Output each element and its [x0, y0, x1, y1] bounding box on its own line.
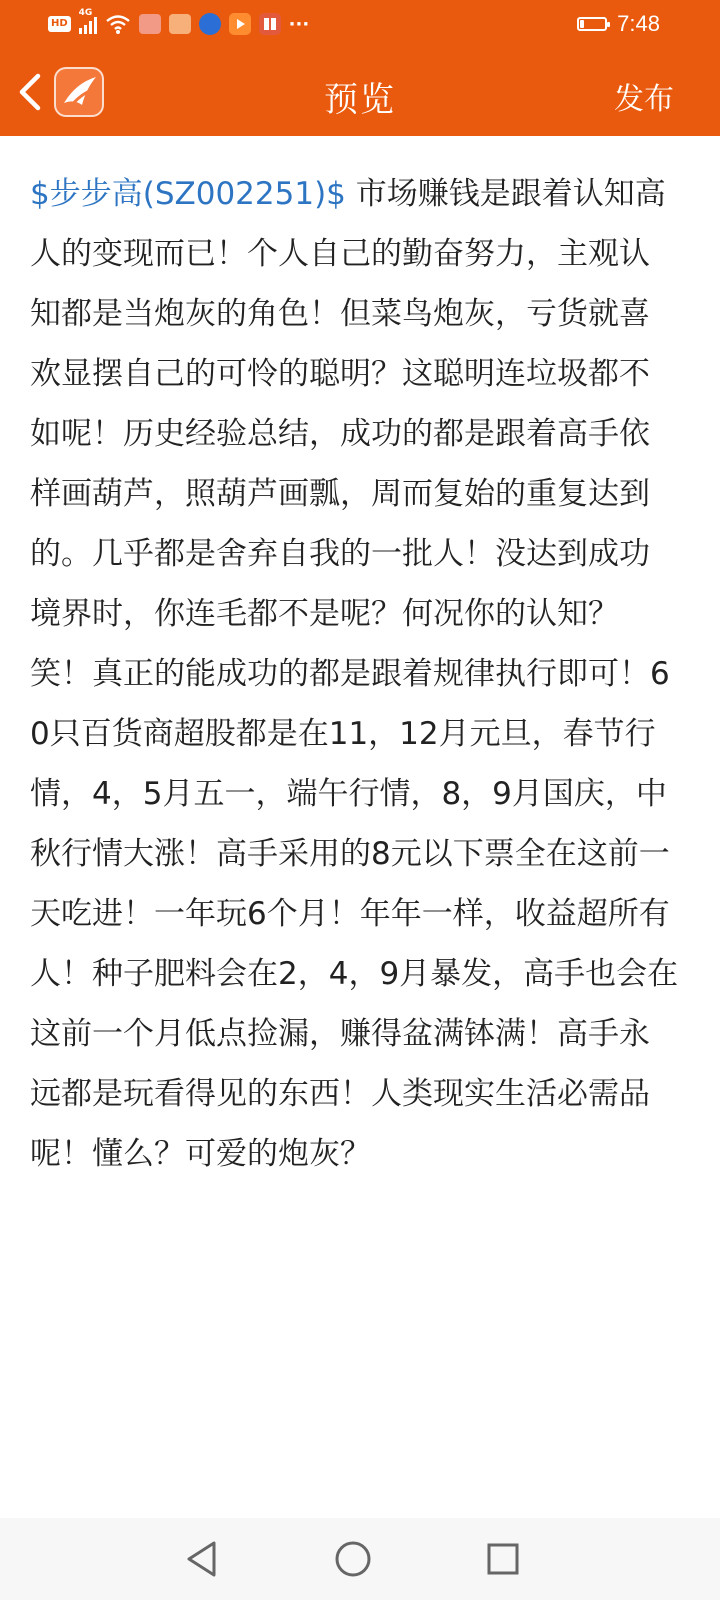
more-notifications-icon: ···	[288, 13, 310, 35]
reader-app-icon	[259, 13, 281, 35]
status-bar	[0, 0, 720, 48]
nav-recents-square-icon	[478, 1534, 528, 1584]
wifi-icon	[105, 13, 131, 35]
nav-recents-key[interactable]	[478, 1534, 528, 1584]
status-icons-left	[48, 8, 310, 36]
nav-home-circle-icon	[328, 1534, 378, 1584]
signal-icon	[78, 8, 97, 34]
nav-back-triangle-icon	[178, 1534, 228, 1584]
post-preview-content	[30, 164, 680, 1184]
battery-icon	[577, 17, 607, 31]
post-body-text: 市场赚钱是跟着认知高人的变现而已！个人自己的勤奋努力，主观认知都是当炮灰的角色！但菜鸟炮灰，亏货就喜欢显摆自己的可怜的聪明？这聪明连垃圾都不如呢！历史经验总结，成功的都是跟着高手依样画葫芦，照葫芦画瓢，周而复始的重复达到的。几乎都是舍弃自我的一批人！没达到成功境界时，你连毛都不是呢？何况你的认知？笑！真正的能成功的都是跟着规律执行即可！60只百货商超股都是在11，12月元旦，春节行情，4，5月五一，端午行情，8，9月国庆，中秋行情大涨！高手采用的8元以下票全在这前一天吃进！一年玩6个月！年年一样，收益超所有人！种子肥料会在2，4，9月暴发，高手也会在这前一个月低点捡漏，赚得盆满钵满！高手永远都是玩看得见的东西！人类现实生活必需品呢！懂么？可爱的炮灰？	[30, 176, 679, 1172]
page-title: 预览	[324, 80, 396, 120]
notification-app-icon	[139, 14, 161, 34]
browser-icon	[199, 13, 221, 35]
publish-button[interactable]: 发布	[614, 82, 674, 117]
nav-home-key[interactable]	[328, 1534, 378, 1584]
status-icons-right	[577, 10, 660, 38]
network-type-label: 4G	[78, 8, 93, 18]
system-navigation-bar	[0, 1518, 720, 1600]
title-bar	[0, 48, 720, 136]
video-app-icon	[229, 13, 251, 35]
nav-back-key[interactable]	[178, 1534, 228, 1584]
battery-level	[580, 20, 584, 28]
notification-app-icon	[169, 14, 191, 34]
status-time: 7:48	[617, 11, 660, 36]
hd-badge: HD	[48, 16, 71, 32]
stock-tag-link[interactable]: $步步高(SZ002251)$	[30, 176, 346, 212]
